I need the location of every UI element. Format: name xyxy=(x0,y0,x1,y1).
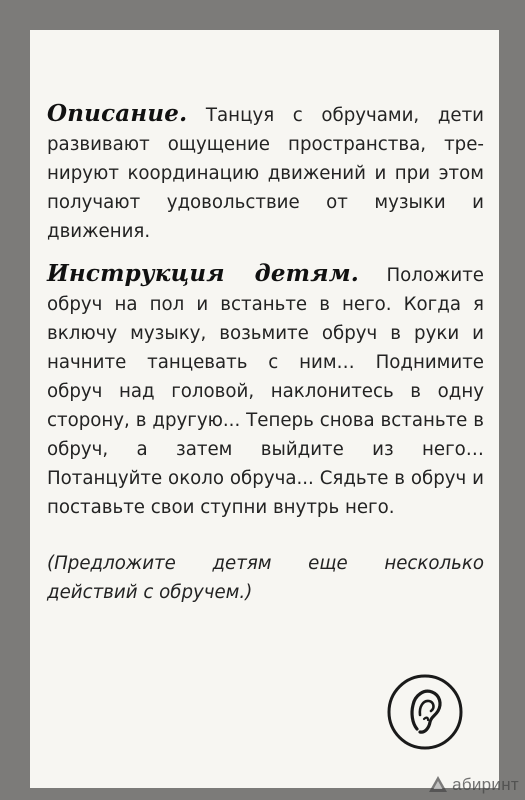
labirint-watermark xyxy=(427,774,519,796)
instruction-section xyxy=(47,259,484,522)
instruction-heading: Инструкция детям. xyxy=(47,260,359,287)
activity-card xyxy=(30,30,499,788)
suggestion-note: (Предложите детям еще несколько действий с обручем.) xyxy=(47,553,484,603)
description-text: Танцуя с обручами, дети развивают ощущение пространства, тренируют координацию движений и при этом получают удовольствие от музыки и движения. xyxy=(47,105,484,242)
description-heading: Описание. xyxy=(47,100,188,127)
labirint-logo-icon xyxy=(427,774,449,796)
ear-icon xyxy=(386,673,464,751)
watermark-text: абиринт xyxy=(452,775,519,794)
instruction-text: Положите обруч на пол и встаньте в него. Когда я включу музыку, возьмите обруч в руки и начните танцевать с ним… Поднимите обруч над головой, наклонитесь в одну сторону, в другую... Теперь снова встаньте в обруч, а затем выйдите из него… Потанцуйте около обруча... Сядьте в обруч и поставьте свои ступни внутрь него. xyxy=(47,265,484,518)
description-section xyxy=(47,99,484,246)
